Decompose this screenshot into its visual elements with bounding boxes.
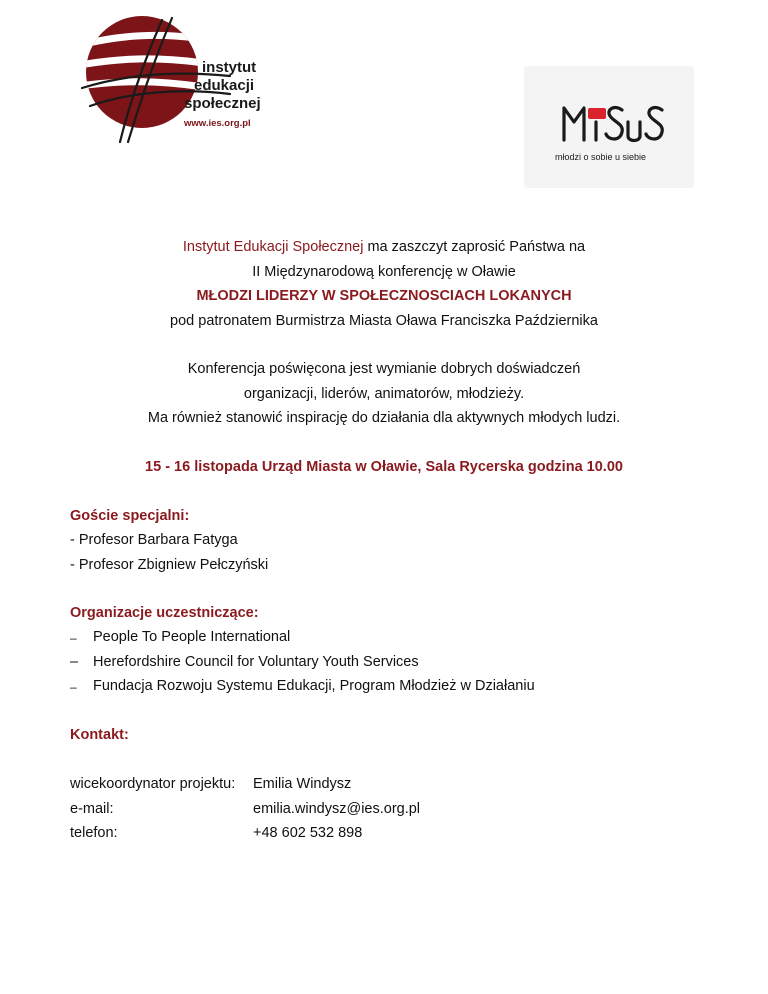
purpose-line-2: organizacji, liderów, animatorów, młodzieży. [243,386,525,402]
purpose-line-1: Konferencja poświęcona jest wymianie dobrych doświadczeń [187,361,581,377]
list-dash: – [70,680,77,694]
invitation-line [0,239,768,255]
event-date-place: 15 - 16 listopada Urząd Miasta w Oławie, Sala Rycerska godzina 10.00 [145,459,623,475]
contact-value-phone: +48 602 532 898 [253,825,363,841]
guests-heading: Goście specjalni: [70,508,190,524]
organization-item: Herefordshire Council for Voluntary Youth Services [93,654,419,670]
contact-heading: Kontakt: [70,727,129,743]
misus-mark-icon [524,66,694,188]
ies-emblem-icon [80,10,270,145]
misus-tagline: młodzi o sobie u siebie [555,152,647,162]
organization-item: People To People International [93,629,291,645]
guest-item: - Profesor Barbara Fatyga [70,532,238,548]
misus-logo [524,66,694,188]
organizations-heading: Organizacje uczestniczące: [70,605,259,621]
list-dash: – [70,631,77,645]
patronage-line: pod patronatem Burmistrza Miasta Oława Franciszka Października [170,313,598,329]
ies-logo-line1: instytut [202,59,257,76]
ies-logo-line2: edukacji [194,77,255,94]
contact-label-email: e-mail: [70,801,114,817]
organization-item: Fundacja Rozwoju Systemu Edukacji, Program Młodzież w Działaniu [93,678,535,694]
contact-label-phone: telefon: [70,825,118,841]
contact-value-coordinator: Emilia Windysz [253,776,352,792]
contact-value-email[interactable]: emilia.windysz@ies.org.pl [253,801,421,817]
misus-accent [588,108,606,119]
conference-line: II Międzynarodową konferencję w Oławie [252,264,516,280]
ies-logo-line3: społecznej [184,95,261,112]
org-name: Instytut Edukacji Społecznej [182,239,364,255]
guest-item: - Profesor Zbigniew Pełczyński [70,557,269,573]
invitation-rest: ma zaszczyt zaprosić Państwa na [363,239,586,255]
ies-logo [80,10,270,145]
purpose-line-3: Ma również stanowić inspirację do działania dla aktywnych młodych ludzi. [147,410,621,426]
conference-title: MŁODZI LIDERZY W SPOŁECZNOSCIACH LOKANYCH [196,288,572,304]
list-dash: – [70,654,79,670]
ies-logo-url: www.ies.org.pl [184,118,251,129]
contact-label-coordinator: wicekoordynator projektu: [70,776,236,792]
